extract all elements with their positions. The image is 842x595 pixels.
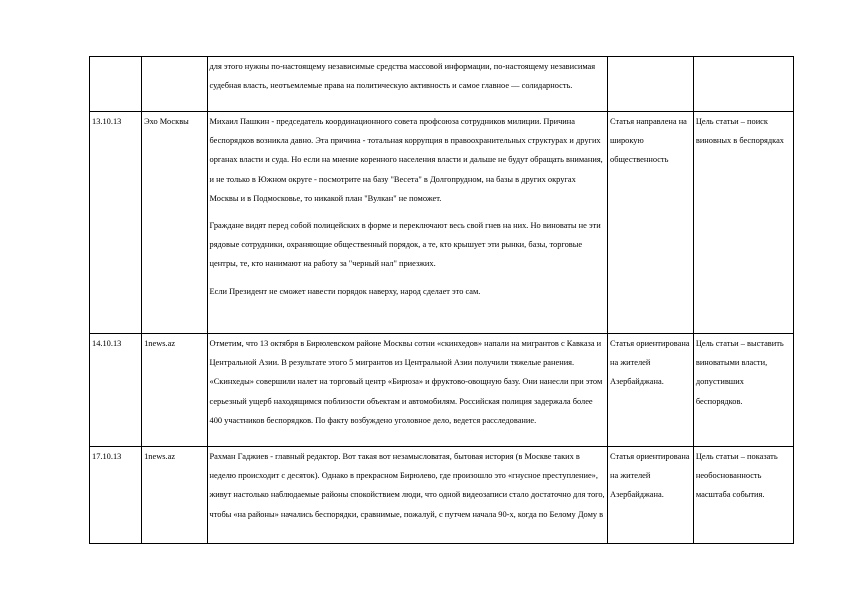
paragraph: Если Президент не сможет навести порядок наверху, народ сделает это сам. — [209, 286, 481, 296]
paragraph: Отметим, что 13 октября в Бирюлевском районе Москвы сотни «скинхедов» напали на мигрантов с Кавказа и Центральной Азии. В результате этого 5 мигрантов из Центральной Азии получили тяжелые ранения. «Скинхеды» совершили налет на торговый центр «Бирюза» и фруктово-овощную базу. Они нанесли при этом серьезный ущерб находящимся поблизости объектам и автомобилям. Российская полиция задержала более 400 участников беспорядков. По факту возбуждено уголовное дело, ведется расследование. — [209, 339, 603, 425]
text-cell — [207, 57, 608, 112]
goal-cell — [693, 57, 793, 112]
text-cell — [207, 447, 608, 544]
audience-cell: Статья направлена на широкую общественность — [608, 112, 694, 334]
audience-cell: Статья ориентирована на жителей Азербайджана. — [608, 334, 694, 447]
paragraph: Граждане видят перед собой полицейских в форме и переключают весь свой гнев на них. Но виноваты не эти рядовые сотрудники, охраняющие общественный порядок, а те, кто крышует эти рынки, базы, торговые центры, те, кто нанимают на работу за "черный нал" приезжих. — [209, 221, 601, 269]
text-cell — [207, 112, 608, 334]
date-cell: 13.10.13 — [90, 112, 142, 334]
source-cell: 1news.az — [142, 334, 207, 447]
audience-cell: Статья ориентирована на жителей Азербайджана. — [608, 447, 694, 544]
table-row — [90, 57, 794, 112]
paragraph: Михаил Пашкин - председатель координационного совета профсоюза сотрудников милиции. Причина беспорядков возникла давно. Эта причина - тотальная коррупция в правоохранительных структурах и других органах власти и суда. Но если на мнение коренного населения власти и дальше не будут обращать внимания, и не только в Южном округе - посмотрите на базу "Весета" в Долгопрудном, на базы в других округах Москвы и в Подмосковье, то никакой план "Вулкан" не поможет. — [209, 117, 603, 203]
paragraph: для этого нужны по-настоящему независимые средства массовой информации, по-настоящему независимая судебная власть, неотъемлемые права на политическую активность и самое главное — солидарность. — [209, 62, 596, 91]
date-cell: 17.10.13 — [90, 447, 142, 544]
news-analysis-table — [89, 56, 794, 544]
table-row — [90, 334, 794, 447]
paragraph: Рахман Гаджиев - главный редактор. Вот такая вот незамысловатая, бытовая история (в Москве таких в неделю происходит с десяток). Однако в прекрасном Бирюлево, где произошло это «гнусное преступление», живут настолько наблюдаемые районы спокойствием люди, что одной видеозаписи стало достаточно для того, чтобы «на районы» начались беспорядки, сравнимые, пожалуй, с путчем начала 90-х, когда по Белому Дому в — [209, 452, 605, 519]
date-cell — [90, 57, 142, 112]
source-cell: 1news.az — [142, 447, 207, 544]
source-cell: Эхо Москвы — [142, 112, 207, 334]
goal-cell: Цель статьи – показать необоснованность масштаба события. — [693, 447, 793, 544]
goal-cell: Цель статьи – поиск виновных в беспорядках — [693, 112, 793, 334]
text-cell — [207, 334, 608, 447]
goal-cell: Цель статьи – выставить виноватыми власти, допустивших беспорядков. — [693, 334, 793, 447]
table-row — [90, 447, 794, 544]
table-row — [90, 112, 794, 334]
date-cell: 14.10.13 — [90, 334, 142, 447]
source-cell — [142, 57, 207, 112]
audience-cell — [608, 57, 694, 112]
